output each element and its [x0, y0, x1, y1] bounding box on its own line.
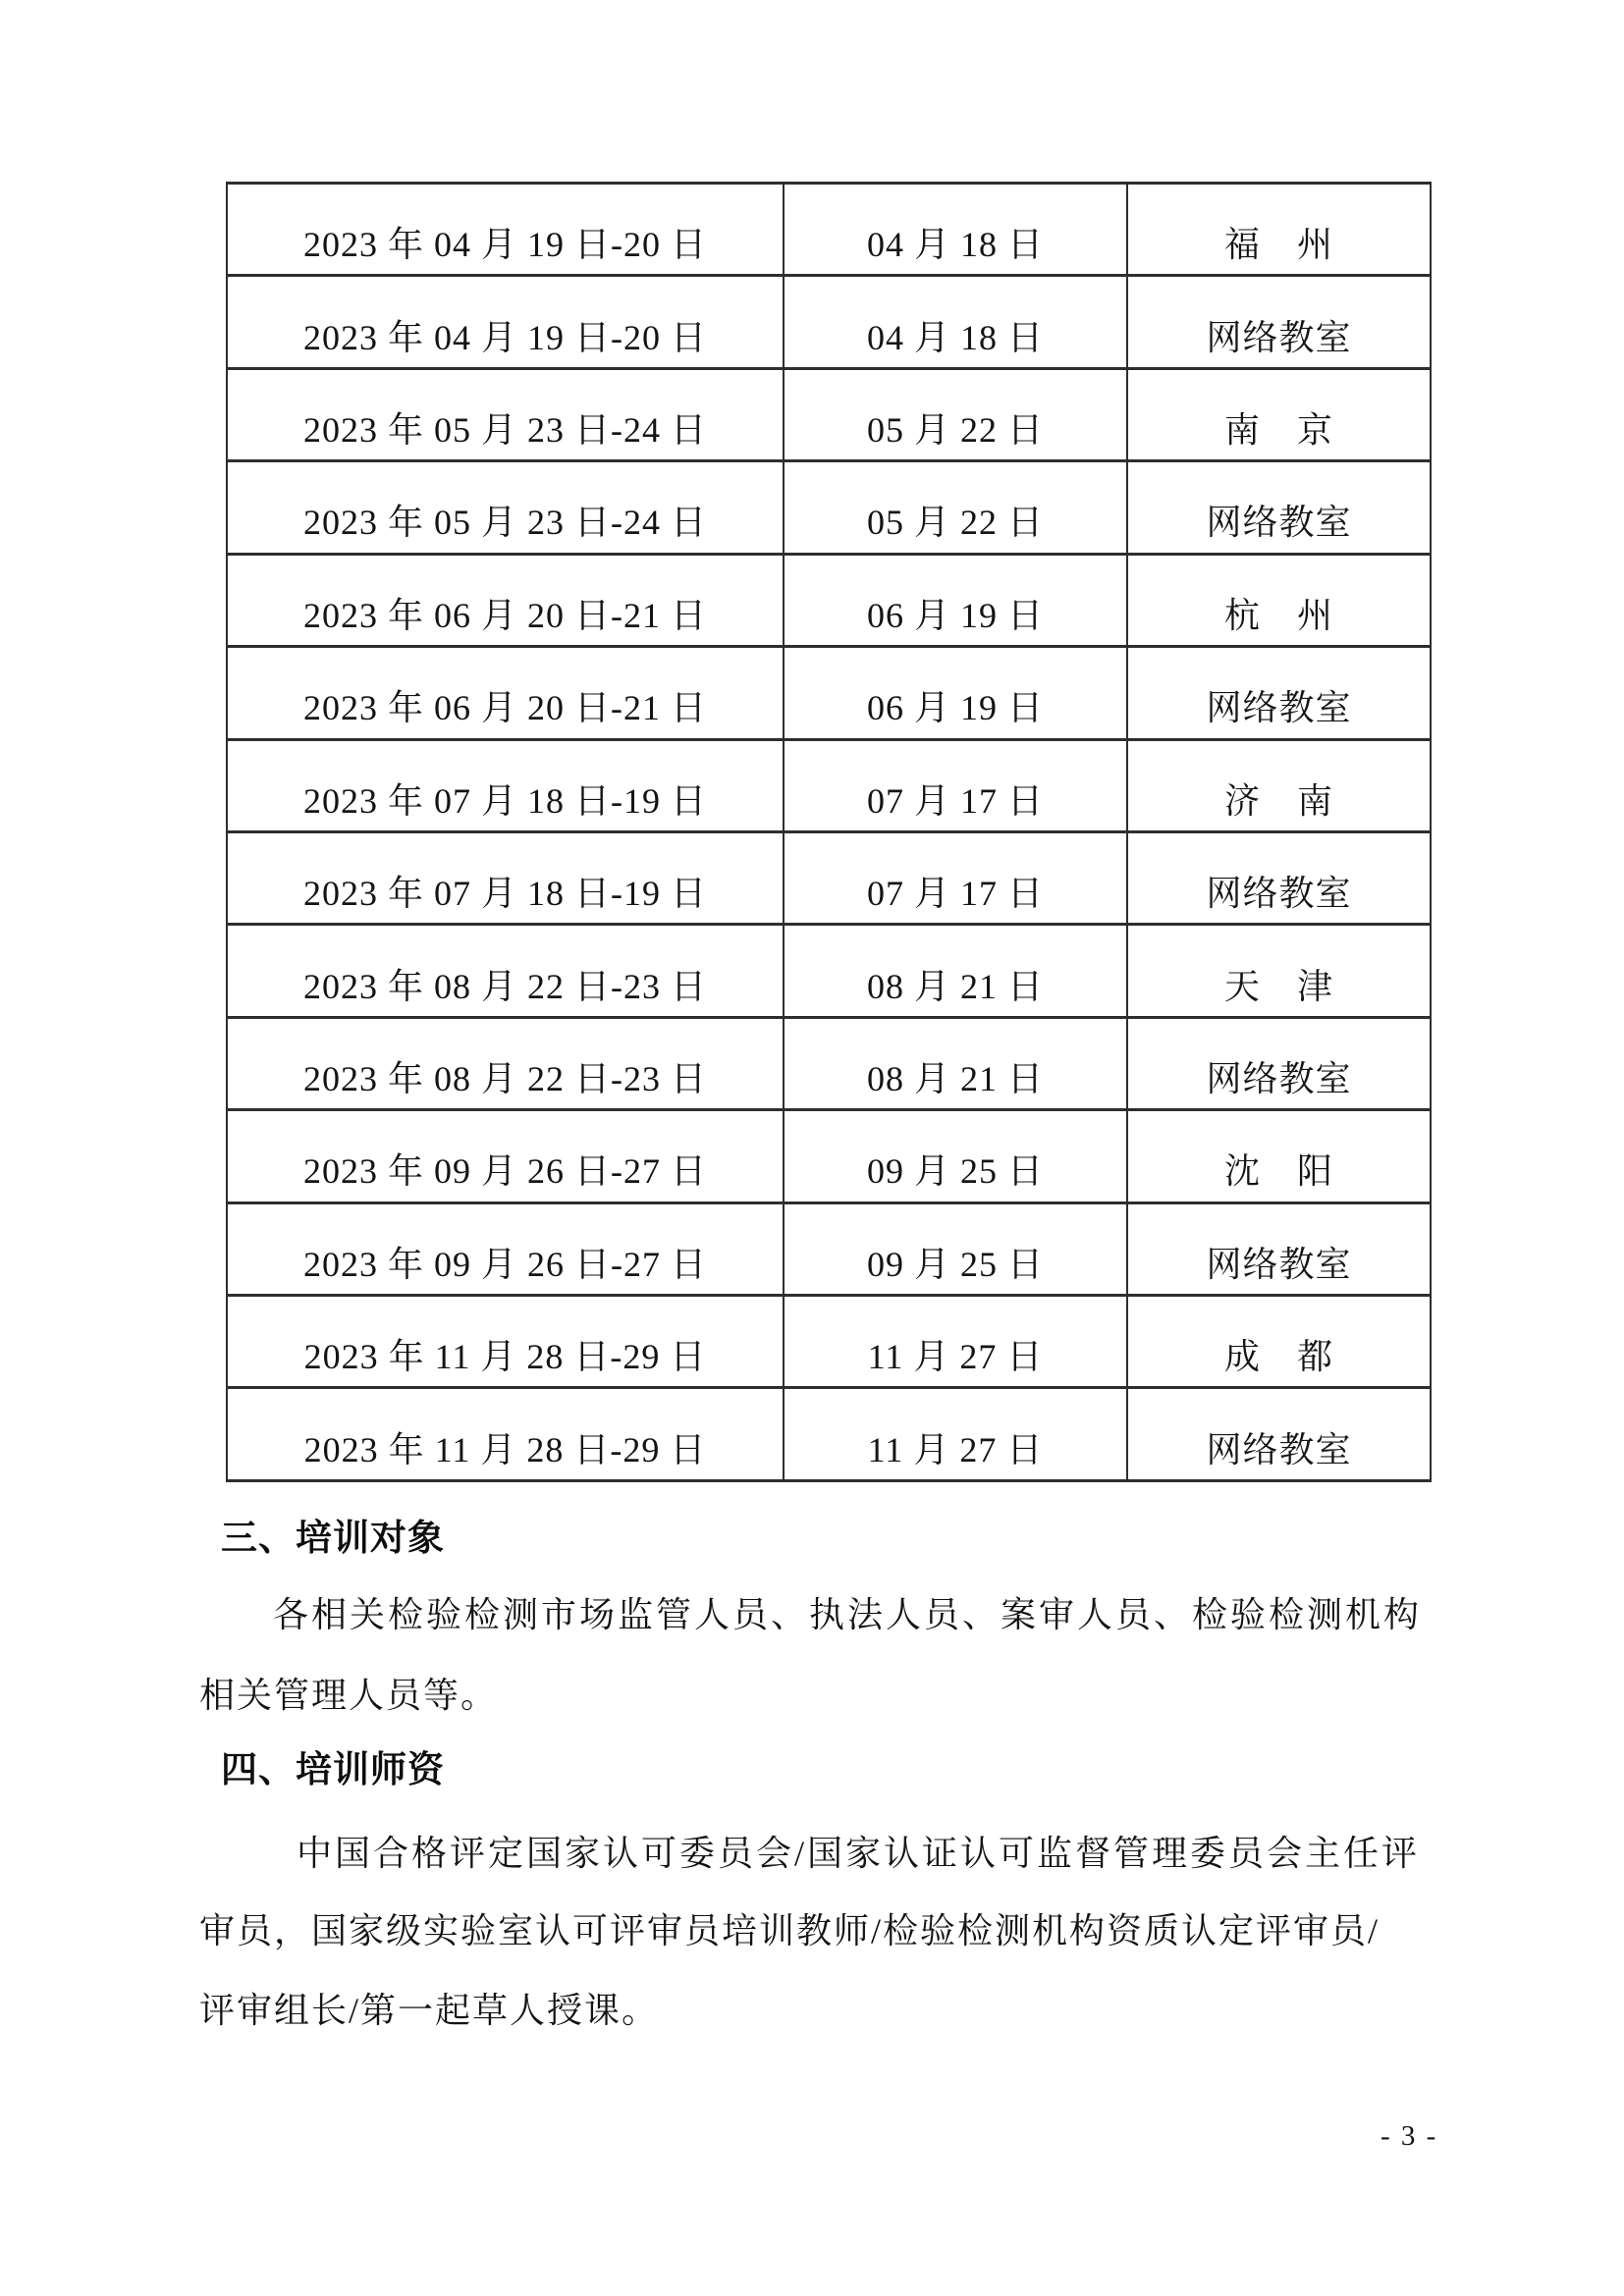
- table-row: [227, 1017, 1431, 1109]
- training-dates-cell: 2023 年 11 月 28 日-29 日: [227, 1296, 784, 1388]
- location-cell: 网络教室: [1127, 647, 1431, 739]
- report-date-cell: 09 月 25 日: [784, 1110, 1127, 1202]
- training-dates-cell: 2023 年 08 月 22 日-23 日: [227, 925, 784, 1017]
- location-cell: 福 州: [1127, 184, 1431, 276]
- table-row: [227, 461, 1431, 554]
- page-number: - 3 -: [1380, 2120, 1438, 2152]
- training-dates-cell: 2023 年 08 月 22 日-23 日: [227, 1017, 784, 1109]
- training-dates-cell: 2023 年 09 月 26 日-27 日: [227, 1110, 784, 1202]
- report-date-cell: 09 月 25 日: [784, 1202, 1127, 1295]
- location-cell: 成 都: [1127, 1296, 1431, 1388]
- table-row: [227, 368, 1431, 460]
- report-date-cell: 04 月 18 日: [784, 276, 1127, 368]
- training-dates-cell: 2023 年 06 月 20 日-21 日: [227, 554, 784, 646]
- paragraph-line: 中国合格评定国家认可委员会/国家认证认可监督管理委员会主任评: [297, 1834, 1421, 1873]
- report-date-cell: 07 月 17 日: [784, 831, 1127, 924]
- report-date-cell: 05 月 22 日: [784, 368, 1127, 460]
- location-cell: 济 南: [1127, 739, 1431, 831]
- report-date-cell: 11 月 27 日: [784, 1296, 1127, 1388]
- report-date-cell: 04 月 18 日: [784, 184, 1127, 276]
- table-row: [227, 1388, 1431, 1481]
- table-row: [227, 647, 1431, 739]
- report-date-cell: 06 月 19 日: [784, 647, 1127, 739]
- training-dates-cell: 2023 年 07 月 18 日-19 日: [227, 739, 784, 831]
- training-dates-cell: 2023 年 06 月 20 日-21 日: [227, 647, 784, 739]
- table-row: [227, 1296, 1431, 1388]
- table-row: [227, 276, 1431, 368]
- location-cell: 网络教室: [1127, 461, 1431, 554]
- training-dates-cell: 2023 年 11 月 28 日-29 日: [227, 1388, 784, 1481]
- report-date-cell: 07 月 17 日: [784, 739, 1127, 831]
- table-row: [227, 925, 1431, 1017]
- report-date-cell: 05 月 22 日: [784, 461, 1127, 554]
- paragraph-line: 审员，国家级实验室认可评审员培训教师/检验检测机构资质认定评审员/: [199, 1911, 1380, 1950]
- table-row: [227, 739, 1431, 831]
- report-date-cell: 08 月 21 日: [784, 1017, 1127, 1109]
- table-row: [227, 184, 1431, 276]
- location-cell: 南 京: [1127, 368, 1431, 460]
- table-row: [227, 1110, 1431, 1202]
- location-cell: 网络教室: [1127, 1388, 1431, 1481]
- training-dates-cell: 2023 年 05 月 23 日-24 日: [227, 368, 784, 460]
- table-row: [227, 1202, 1431, 1295]
- location-cell: 杭 州: [1127, 554, 1431, 646]
- section-4-heading: 四、培训师资: [221, 1749, 445, 1789]
- location-cell: 网络教室: [1127, 276, 1431, 368]
- training-dates-cell: 2023 年 05 月 23 日-24 日: [227, 461, 784, 554]
- report-date-cell: 08 月 21 日: [784, 925, 1127, 1017]
- location-cell: 网络教室: [1127, 1202, 1431, 1295]
- table-row: [227, 554, 1431, 646]
- section-3-heading: 三、培训对象: [221, 1518, 445, 1558]
- paragraph-line: 评审组长/第一起草人授课。: [199, 1991, 660, 2030]
- report-date-cell: 06 月 19 日: [784, 554, 1127, 646]
- training-dates-cell: 2023 年 07 月 18 日-19 日: [227, 831, 784, 924]
- training-dates-cell: 2023 年 04 月 19 日-20 日: [227, 184, 784, 276]
- location-cell: 网络教室: [1127, 1017, 1431, 1109]
- training-dates-cell: 2023 年 09 月 26 日-27 日: [227, 1202, 784, 1295]
- report-date-cell: 11 月 27 日: [784, 1388, 1127, 1481]
- location-cell: 网络教室: [1127, 831, 1431, 924]
- table-row: [227, 831, 1431, 924]
- paragraph-line: 各相关检验检测市场监管人员、执法人员、案审人员、检验检测机构: [273, 1595, 1423, 1634]
- training-schedule-table: [226, 182, 1432, 1482]
- training-dates-cell: 2023 年 04 月 19 日-20 日: [227, 276, 784, 368]
- location-cell: 沈 阳: [1127, 1110, 1431, 1202]
- location-cell: 天 津: [1127, 925, 1431, 1017]
- paragraph-line: 相关管理人员等。: [199, 1676, 499, 1715]
